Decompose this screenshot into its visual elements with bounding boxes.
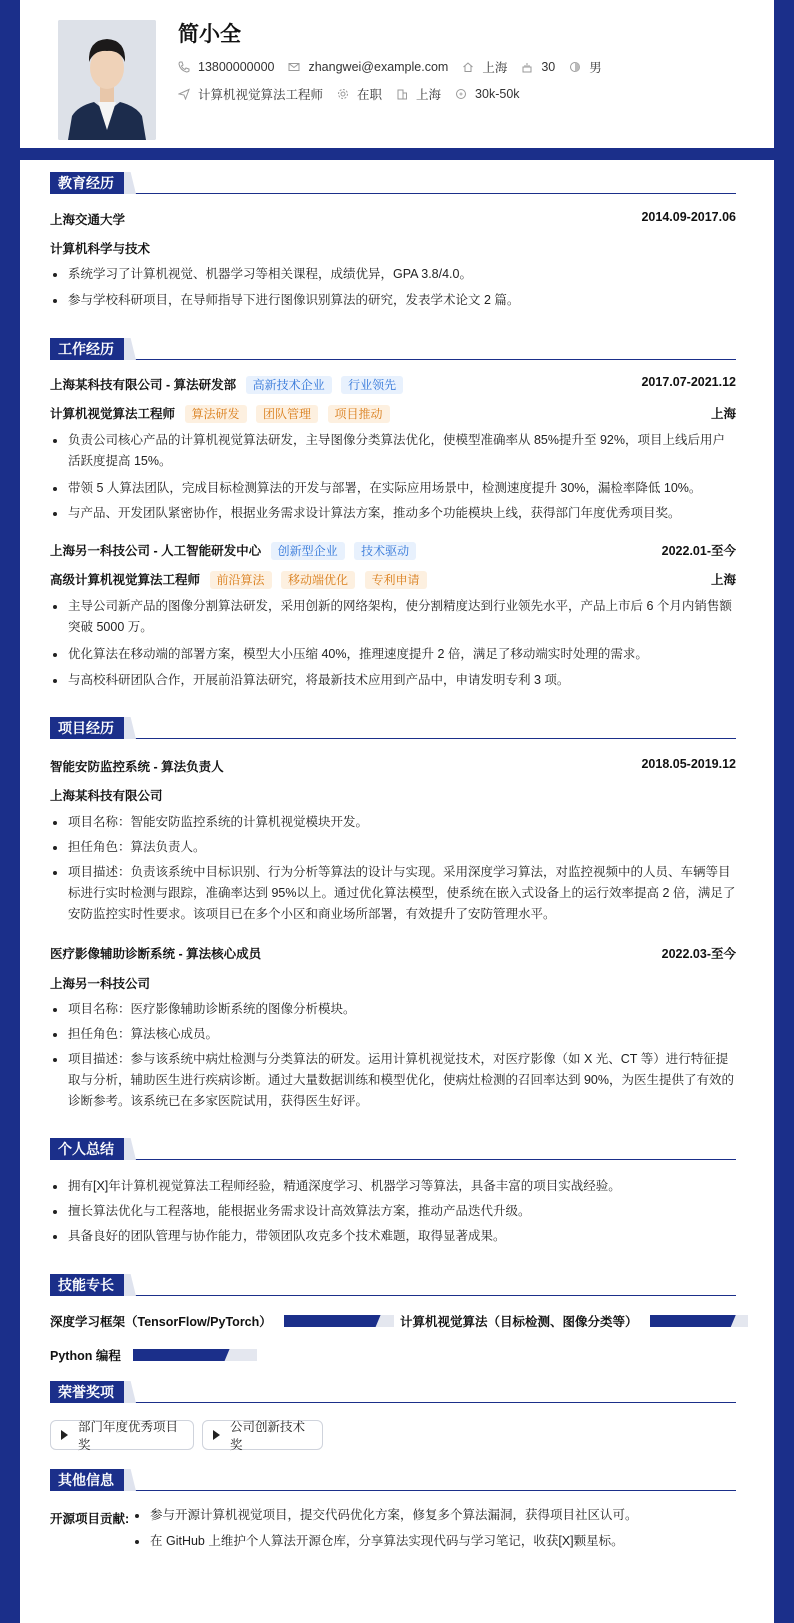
work-role-row <box>50 404 736 423</box>
section-title: 项目经历 <box>50 717 124 739</box>
role-tag: 团队管理 <box>256 405 318 423</box>
project-period: 2018.05-2019.12 <box>641 757 736 771</box>
section-summary-header <box>50 1138 736 1160</box>
work-company-row <box>50 541 736 560</box>
section-title: 荣誉奖项 <box>50 1381 124 1403</box>
list-item: 参与学校科研项目，在导师指导下进行图像识别算法的研究，发表学术论文 2 篇。 <box>50 290 736 311</box>
skill-bar-fill <box>133 1349 230 1361</box>
job-title-item <box>178 85 323 103</box>
section-work-header <box>50 338 736 360</box>
skill-bar <box>650 1315 748 1327</box>
section-title: 教育经历 <box>50 172 124 194</box>
phone-item <box>178 60 274 74</box>
company-tag: 行业领先 <box>341 376 403 394</box>
play-icon <box>213 1430 220 1440</box>
contact-row <box>178 58 616 76</box>
project-company: 上海某科技有限公司 <box>50 789 163 803</box>
job-row <box>178 85 534 103</box>
salary-item <box>455 87 519 101</box>
award-item <box>50 1420 194 1450</box>
list-item: 担任角色：算法负责人。 <box>50 837 736 858</box>
role-tag: 专利申请 <box>365 571 427 589</box>
right-border <box>774 0 794 1623</box>
phone-icon <box>178 61 190 73</box>
list-item: 项目名称：医疗影像辅助诊断系统的图像分析模块。 <box>50 999 736 1020</box>
education-major: 计算机科学与技术 <box>50 242 151 256</box>
role-title: 计算机视觉算法工程师 <box>50 407 176 421</box>
skill-bar <box>133 1349 257 1361</box>
status-text: 在职 <box>357 88 383 102</box>
target-city-item <box>396 85 441 103</box>
list-item: 系统学习了计算机视觉、机器学习等相关课程，成绩优异，GPA 3.8/4.0。 <box>50 264 736 285</box>
education-school-row <box>50 210 736 228</box>
gender-text: 男 <box>589 61 602 75</box>
work-period: 2017.07-2021.12 <box>641 375 736 389</box>
left-border <box>0 0 20 1623</box>
skill-name: 计算机视觉算法（目标检测、图像分类等） <box>400 1315 638 1329</box>
section-title: 工作经历 <box>50 338 124 360</box>
section-projects-header <box>50 717 736 739</box>
city-item <box>462 58 507 76</box>
skill-bar-fill <box>284 1315 381 1327</box>
work-period: 2022.01-至今 <box>661 544 736 558</box>
project-title: 医疗影像辅助诊断系统 - 算法核心成员 <box>50 947 262 961</box>
coin-icon <box>455 88 467 100</box>
email-text: zhangwei@example.com <box>308 60 449 74</box>
section-education-header <box>50 172 736 194</box>
list-item: 具备良好的团队管理与协作能力，带领团队攻克多个技术难题，取得显著成果。 <box>50 1226 736 1247</box>
company-tag: 高新技术企业 <box>246 376 332 394</box>
home-icon <box>462 61 474 73</box>
status-item <box>337 85 382 103</box>
list-item: 擅长算法优化与工程落地，能根据业务需求设计高效算法方案，推动产品迭代升级。 <box>50 1201 736 1222</box>
award-label: 部门年度优秀项目奖 <box>78 1420 179 1452</box>
section-other-header <box>50 1469 736 1491</box>
phone-text: 13800000000 <box>198 60 275 74</box>
list-item: 参与开源计算机视觉项目，提交代码优化方案，修复多个算法漏洞，获得项目社区认可。 <box>132 1505 736 1526</box>
resume-header <box>20 0 774 148</box>
avatar <box>58 20 156 140</box>
mail-icon <box>288 61 300 73</box>
list-item: 担任角色：算法核心成员。 <box>50 1024 736 1045</box>
play-icon <box>61 1430 68 1440</box>
target-city-text: 上海 <box>416 88 442 102</box>
email-item <box>288 60 448 74</box>
list-item: 项目描述：负责该系统中目标识别、行为分析等算法的设计与实现。采用深度学习算法，对监控视频中的人员、车辆等目标进行实时检测与跟踪，准确率达到 95%以上。通过优化算法模型，使系统在嵌入式设备上的运行效率提高 2 倍，满足了安防监控实时性要求。该项目已在多个小区和商业场所部署，有效提升了安防管理水平。 <box>50 862 736 925</box>
project-company: 上海另一科技公司 <box>50 977 151 991</box>
section-skills-header <box>50 1274 736 1296</box>
section-awards-header <box>50 1381 736 1403</box>
project-title: 智能安防监控系统 - 算法负责人 <box>50 760 224 774</box>
section-title: 其他信息 <box>50 1469 124 1491</box>
role-title: 高级计算机视觉算法工程师 <box>50 573 201 587</box>
list-item: 拥有[X]年计算机视觉算法工程师经验，精通深度学习、机器学习等算法，具备丰富的项目实战经验。 <box>50 1176 736 1197</box>
skill-name: 深度学习框架（TensorFlow/PyTorch） <box>50 1315 272 1329</box>
skill-item <box>50 1346 257 1364</box>
salary-text: 30k-50k <box>475 87 520 101</box>
school-name: 上海交通大学 <box>50 213 126 227</box>
award-item <box>202 1420 323 1450</box>
company-tag: 创新型企业 <box>271 542 345 560</box>
project-title-row <box>50 944 736 962</box>
send-icon <box>178 88 190 100</box>
open-source-label: 开源项目贡献: <box>50 1512 130 1526</box>
list-item: 主导公司新产品的图像分割算法研发，采用创新的网络架构，使分割精度达到行业领先水平，产品上市后 6 个月内销售额突破 5000 万。 <box>50 596 736 638</box>
candidate-name: 简小全 <box>178 23 241 46</box>
list-item: 在 GitHub 上维护个人算法开源仓库，分享算法实现代码与学习笔记，收获[X]颗星标。 <box>132 1531 736 1552</box>
company-name: 上海另一科技公司 - 人工智能研发中心 <box>50 544 262 558</box>
work-location: 上海 <box>710 407 736 421</box>
role-tag: 移动端优化 <box>281 571 355 589</box>
section-title: 个人总结 <box>50 1138 124 1160</box>
section-title: 技能专长 <box>50 1274 124 1296</box>
education-period: 2014.09-2017.06 <box>641 210 736 224</box>
gender-item <box>569 58 602 76</box>
award-label: 公司创新技术奖 <box>230 1420 306 1452</box>
building-icon <box>396 88 408 100</box>
work-role-row <box>50 570 736 589</box>
list-item: 项目描述：参与该系统中病灶检测与分类算法的研发。运用计算机视觉技术，对医疗影像（如 X 光、CT 等）进行特征提取与分析，辅助医生进行疾病诊断。通过大量数据训练和模型优化，使病灶检测的召回率达到 90%，为医生提供了有效的诊断参考。该系统已在多家医院试用，获得医生好评。 <box>50 1049 736 1112</box>
role-tag: 算法研发 <box>185 405 247 423</box>
age-text: 30 <box>541 60 556 74</box>
work-company-row <box>50 375 736 394</box>
skill-item <box>400 1312 748 1330</box>
city-text: 上海 <box>482 61 508 75</box>
company-name: 上海某科技有限公司 - 算法研发部 <box>50 378 237 392</box>
skill-bar-fill <box>650 1315 736 1327</box>
job-title-text: 计算机视觉算法工程师 <box>198 88 324 102</box>
list-item: 带领 5 人算法团队，完成目标检测算法的开发与部署，在实际应用场景中，检测速度提升 30%，漏检率降低 10%。 <box>50 478 736 499</box>
skill-bar <box>284 1315 394 1327</box>
header-divider-band <box>0 148 794 160</box>
list-item: 优化算法在移动端的部署方案，模型大小压缩 40%，推理速度提升 2 倍，满足了移动端实时处理的需求。 <box>50 644 736 665</box>
gear-icon <box>337 88 349 100</box>
project-title-row <box>50 757 736 775</box>
role-tag: 前沿算法 <box>210 571 272 589</box>
list-item: 与高校科研团队合作，开展前沿算法研究，将最新技术应用到产品中，申请发明专利 3 项。 <box>50 670 736 691</box>
list-item: 负责公司核心产品的计算机视觉算法研发，主导图像分类算法优化，使模型准确率从 85%提升至 92%，项目上线后用户活跃度提高 15%。 <box>50 430 736 472</box>
work-location: 上海 <box>710 573 736 587</box>
skill-item <box>50 1312 394 1330</box>
cake-icon <box>521 61 533 73</box>
role-tag: 项目推动 <box>328 405 390 423</box>
project-period: 2022.03-至今 <box>661 947 736 961</box>
list-item: 与产品、开发团队紧密协作，根据业务需求设计算法方案，推动多个功能模块上线，获得部门年度优秀项目奖。 <box>50 503 736 524</box>
company-tag: 技术驱动 <box>354 542 416 560</box>
skill-name: Python 编程 <box>50 1349 121 1363</box>
gender-icon <box>569 61 581 73</box>
list-item: 项目名称：智能安防监控系统的计算机视觉模块开发。 <box>50 812 736 833</box>
age-item <box>521 60 555 74</box>
